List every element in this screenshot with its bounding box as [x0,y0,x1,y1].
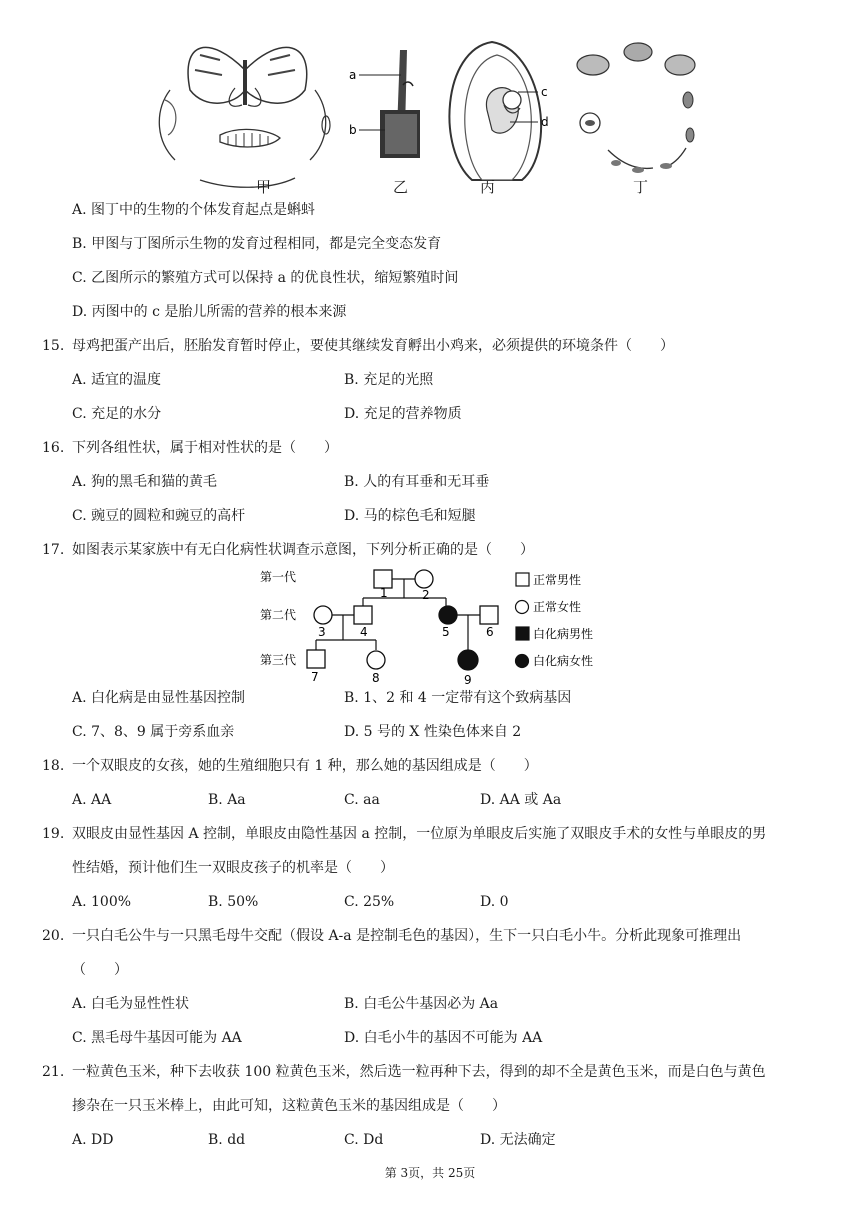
label-c: c [541,85,548,99]
q14-option-c: C. 乙图所示的繁殖方式可以保持 a 的优良性状，缩短繁殖时间 [72,270,459,286]
q19-text-1: 双眼皮由显性基因 A 控制，单眼皮由隐性基因 a 控制，一位原为单眼皮后实施了双眼皮手术的女性与单眼皮的男 [72,826,767,842]
q16-stem [42,438,338,458]
caption-ding: 丁 [633,178,649,196]
generation-1-label: 第一代 [260,570,297,584]
q20-option-c: C. 黑毛母牛基因可能为 AA [72,1030,242,1046]
person-2-normal-female [415,570,433,588]
q21-stem-line1 [42,1062,766,1082]
person-4-id: 4 [360,625,368,639]
q21-option-a: A. DD [72,1132,114,1148]
legend-affected-male-symbol [516,627,529,640]
q14-option-b: B. 甲图与丁图所示生物的发育过程相同，都是完全变态发育 [72,236,442,252]
q19-number: 19. [42,826,65,842]
person-4-normal-male [354,606,372,624]
q17-text: 如图表示某家族中有无白化病性状调查示意图，下列分析正确的是（ ） [72,542,534,558]
q19-stem-line1 [42,824,766,844]
q21-option-c: C. Dd [344,1132,384,1148]
q18-option-a: A. AA [72,792,112,808]
q15-text: 母鸡把蛋产出后，胚胎发育暂时停止，要使其继续发育孵出小鸡来，必须提供的环境条件（ ） [72,338,674,354]
q20-stem-line1 [42,926,741,946]
generation-2-label: 第二代 [260,608,297,622]
legend-affected-male: 白化病男性 [533,627,594,641]
person-1-id: 1 [380,586,388,600]
page-footer: 第 3页，共 25页 [384,1166,476,1180]
q20-option-a: A. 白毛为显性性状 [72,996,190,1012]
person-3-id: 3 [318,625,326,639]
q21-option-d: D. 无法确定 [480,1132,556,1148]
q16-option-d: D. 马的棕色毛和短腿 [344,508,476,524]
uterus-fetus-figure [442,30,562,195]
q20-text-1: 一只白毛公牛与一只黑毛母牛交配（假设 A-a 是控制毛色的基因），生下一只白毛小牛。分析此现象可推理出 [72,928,742,944]
legend-normal-male-symbol [516,573,529,586]
q20-option-b: B. 白毛公牛基因必为 Aa [344,996,499,1012]
person-5-affected-female [439,606,457,624]
q20-option-d: D. 白毛小牛的基因不可能为 AA [344,1030,543,1046]
q19-option-b: B. 50% [208,894,259,910]
legend-affected-female: 白化病女性 [533,654,594,668]
person-7-id: 7 [311,670,319,684]
person-6-id: 6 [486,625,494,639]
caption-jia: 甲 [256,178,272,196]
q19-stem-line2: 性结婚，预计他们生一双眼皮孩子的机率是（ ） [72,860,394,876]
legend-normal-male: 正常男性 [533,573,582,587]
q17-option-a: A. 白化病是由显性基因控制 [72,690,246,706]
figure-row [150,30,720,200]
pedigree-chart [258,566,608,688]
q21-option-b: B. dd [208,1132,246,1148]
q21-number: 21. [42,1064,65,1080]
q17-option-b: B. 1、2 和 4 一定带有这个致病基因 [344,690,572,706]
q18-number: 18. [42,758,65,774]
legend-normal-female-symbol [516,601,529,614]
person-5-id: 5 [442,625,450,639]
q15-option-c: C. 充足的水分 [72,406,162,422]
q19-option-a: A. 100% [72,894,132,910]
q17-stem [42,540,534,560]
q20-stem-line2: （ ） [72,962,128,978]
q20-number: 20. [42,928,65,944]
q15-option-a: A. 适宜的温度 [72,372,162,388]
person-3-normal-female [314,606,332,624]
q18-text: 一个双眼皮的女孩，她的生殖细胞只有 1 种，那么她的基因组成是（ ） [72,758,538,774]
caption-bing: 丙 [480,178,496,196]
q17-option-d: D. 5 号的 X 性染色体来自 2 [344,724,522,740]
person-6-normal-male [480,606,498,624]
q21-stem-line2: 掺杂在一只玉米棒上，由此可知，这粒黄色玉米的基因组成是（ ） [72,1098,506,1114]
q14-option-d: D. 丙图中的 c 是胎儿所需的营养的根本来源 [72,304,347,320]
label-a: a [349,68,357,82]
q15-number: 15. [42,338,65,354]
q15-option-d: D. 充足的营养物质 [344,406,462,422]
q16-text: 下列各组性状，属于相对性状的是（ ） [72,440,338,456]
q18-stem [42,756,538,776]
q17-number: 17. [42,542,65,558]
legend-normal-female: 正常女性 [533,600,582,614]
q19-option-d: D. 0 [480,894,509,910]
label-b: b [349,123,357,137]
caption-yi: 乙 [393,178,409,196]
q16-option-a: A. 狗的黑毛和猫的黄毛 [72,474,218,490]
q15-option-b: B. 充足的光照 [344,372,434,388]
grafting-figure [345,30,435,195]
q15-stem [42,336,674,356]
generation-3-label: 第三代 [260,653,297,667]
person-7-normal-male [307,650,325,668]
person-9-affected-female [458,650,478,670]
butterfly-life-cycle-figure [150,30,340,195]
q18-option-c: C. aa [344,792,380,808]
person-9-id: 9 [464,673,472,687]
q21-text-1: 一粒黄色玉米，种下去收获 100 粒黄色玉米，然后选一粒再种下去，得到的却不全是黄色玉米，而是白色与黄色 [72,1064,766,1080]
legend-affected-female-symbol [516,655,529,668]
q18-option-d: D. AA 或 Aa [480,792,562,808]
person-8-normal-female [367,651,385,669]
q16-option-c: C. 豌豆的圆粒和豌豆的高杆 [72,508,246,524]
q17-option-c: C. 7、8、9 属于旁系血亲 [72,724,235,740]
q16-number: 16. [42,440,65,456]
label-d: d [541,115,549,129]
person-2-id: 2 [422,588,430,602]
q14-option-a: A. 图丁中的生物的个体发育起点是蝌蚪 [72,202,316,218]
q18-option-b: B. Aa [208,792,246,808]
q19-option-c: C. 25% [344,894,395,910]
frog-life-cycle-figure [568,30,718,195]
person-8-id: 8 [372,671,380,685]
q16-option-b: B. 人的有耳垂和无耳垂 [344,474,490,490]
